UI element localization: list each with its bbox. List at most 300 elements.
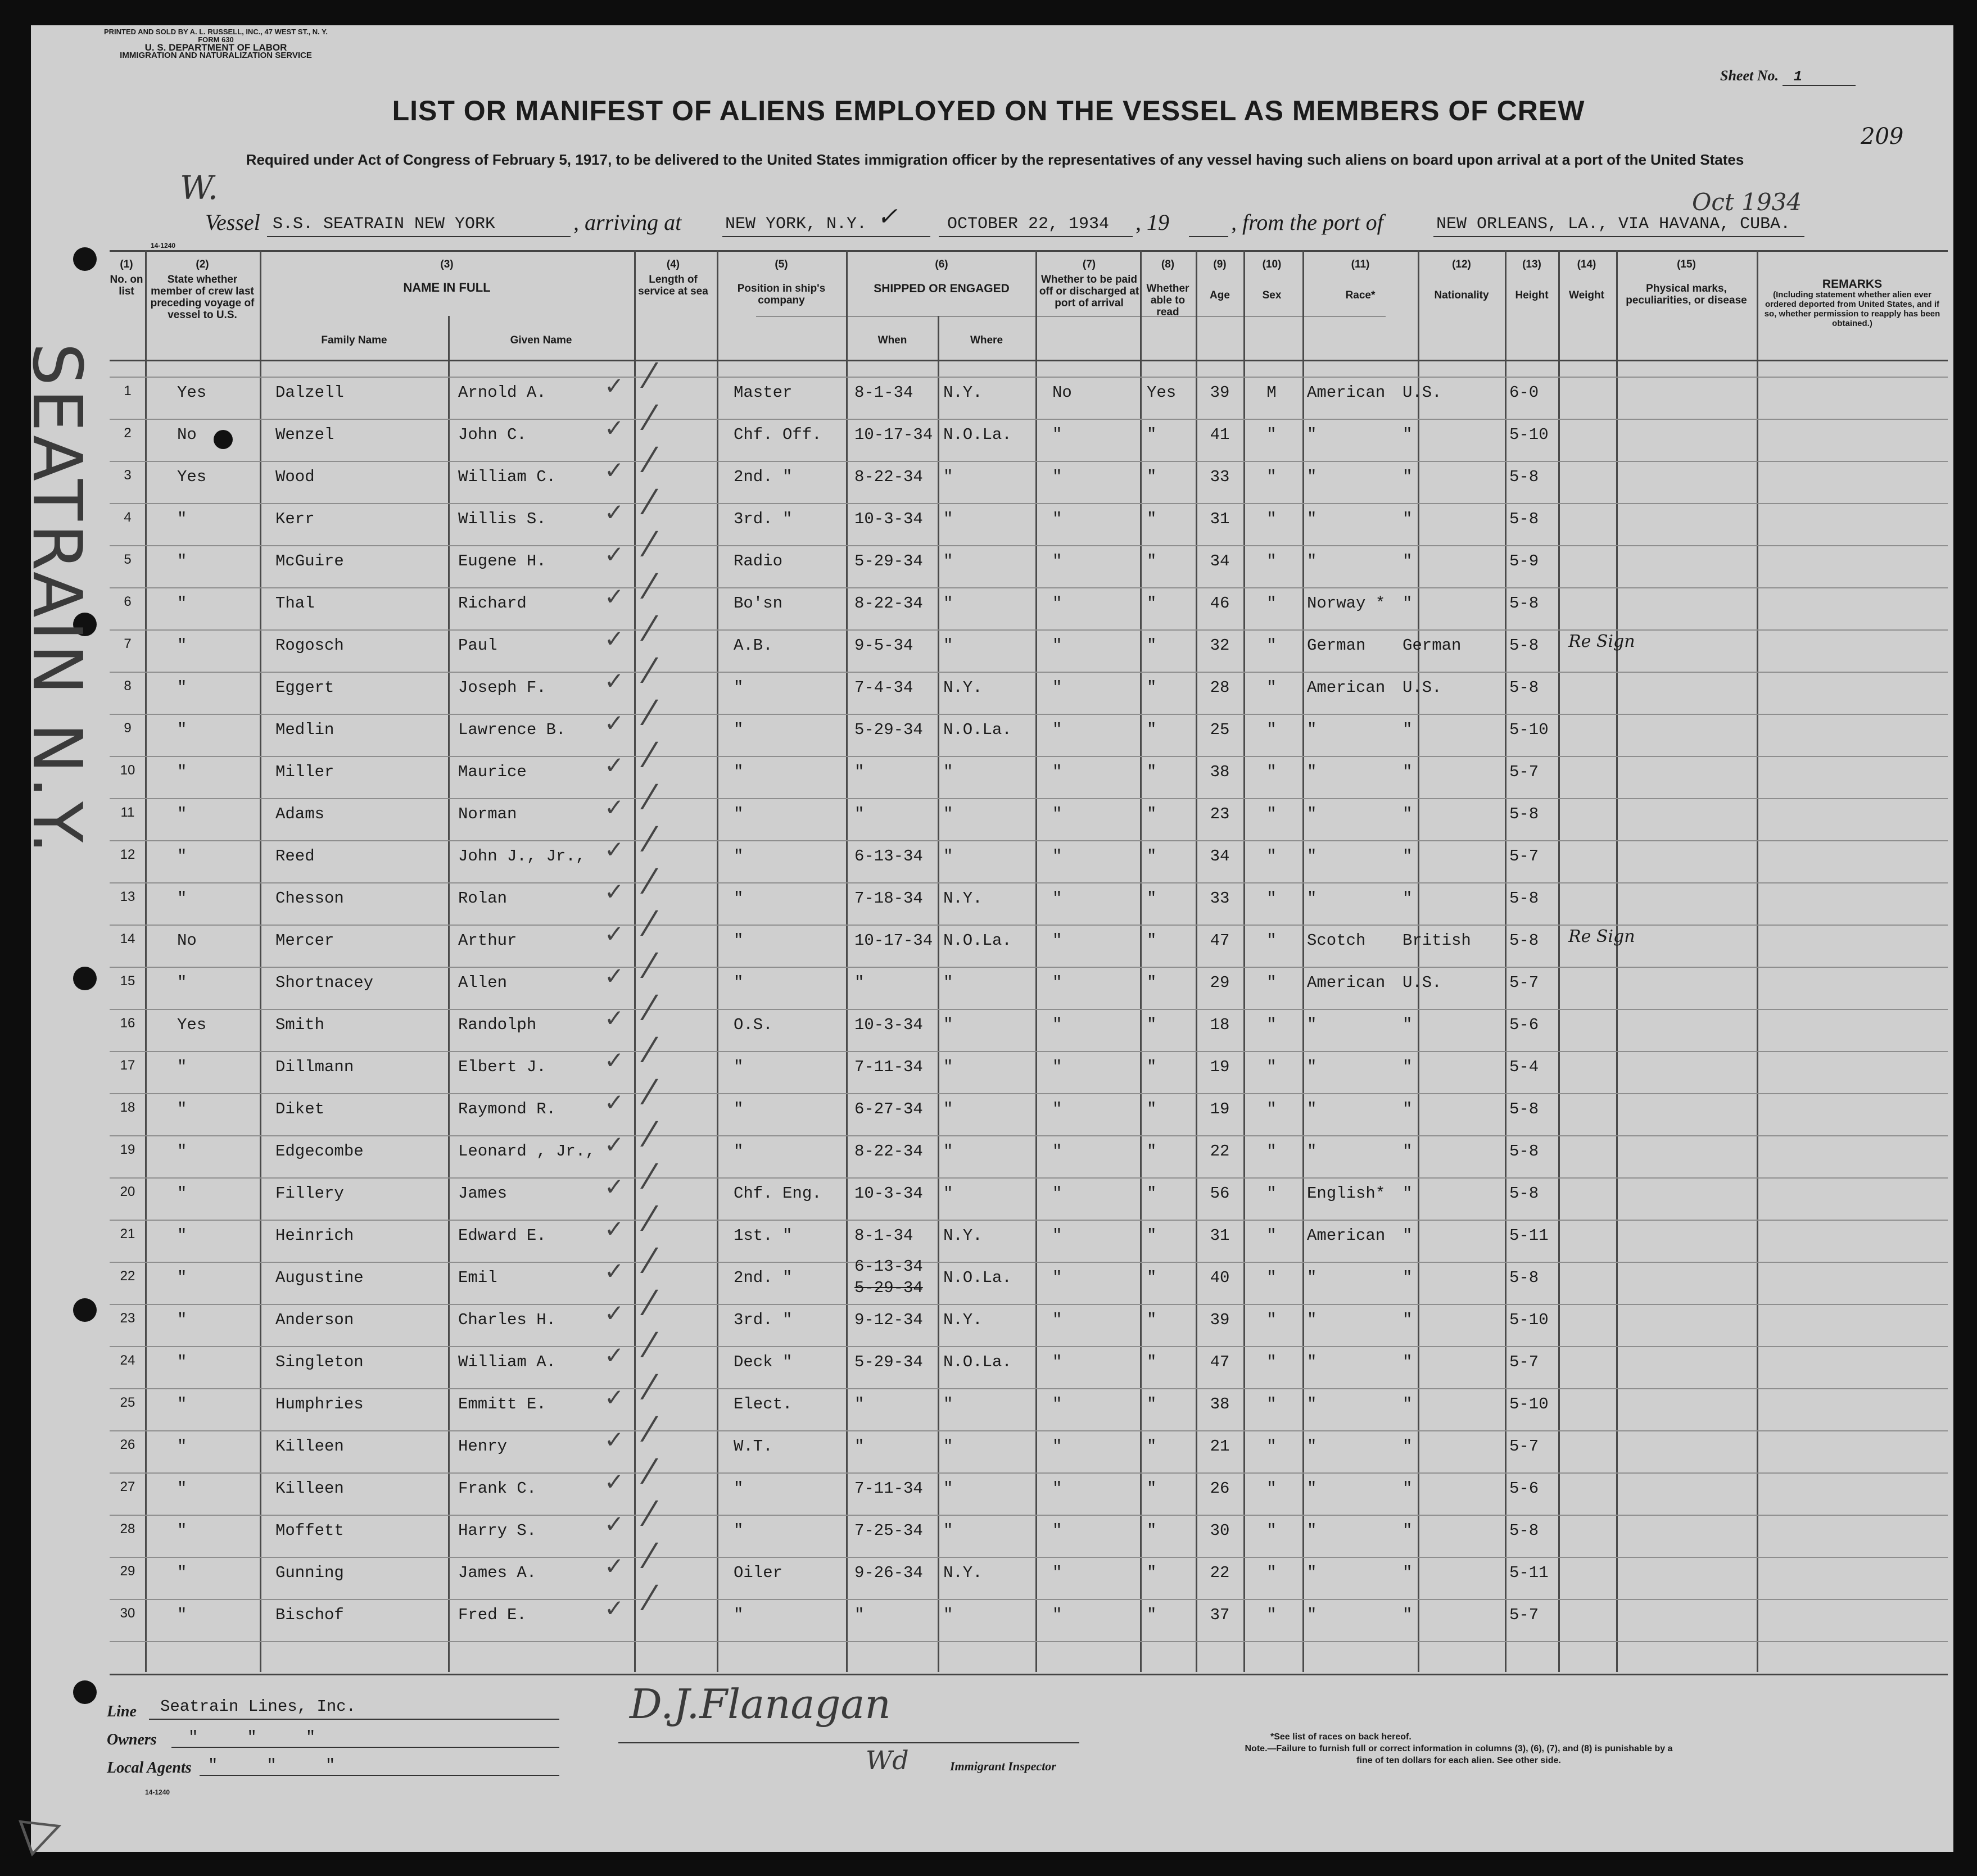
shipped-where: " bbox=[943, 1184, 953, 1203]
nationality: " bbox=[1403, 805, 1413, 823]
from-port: NEW ORLEANS, LA., VIA HAVANA, CUBA. bbox=[1436, 215, 1791, 234]
col-header-physical-marks bbox=[1619, 259, 1754, 306]
col-label: Position in ship's company bbox=[737, 283, 826, 306]
race: Norway * bbox=[1307, 594, 1386, 613]
shipped-where: N.O.La. bbox=[943, 1353, 1012, 1371]
nationality: " bbox=[1403, 1353, 1413, 1371]
paid-off: " bbox=[1052, 1437, 1062, 1456]
race: German bbox=[1307, 636, 1366, 655]
row-number: 6 bbox=[124, 594, 132, 609]
year-underline bbox=[1189, 236, 1228, 237]
age: 39 bbox=[1210, 383, 1230, 402]
nationality: " bbox=[1403, 594, 1413, 613]
sex: " bbox=[1266, 636, 1277, 655]
col-num: (12) bbox=[1452, 259, 1471, 270]
shipped-when: 7-11-34 bbox=[854, 1479, 923, 1498]
shipped-where: " bbox=[943, 1142, 953, 1161]
column-rule bbox=[717, 250, 718, 1672]
row-number: 1 bbox=[124, 383, 132, 398]
able-to-read: " bbox=[1147, 1016, 1157, 1034]
check-mark-icon: ✓ bbox=[604, 456, 625, 484]
service-stroke-icon: ⁄ bbox=[646, 1284, 653, 1323]
row-number: 2 bbox=[124, 425, 132, 441]
age: 47 bbox=[1210, 931, 1230, 950]
paid-off: " bbox=[1052, 510, 1062, 528]
column-rule bbox=[634, 250, 636, 1672]
shipped-where: " bbox=[943, 510, 953, 528]
race: " bbox=[1307, 468, 1317, 486]
position: O.S. bbox=[734, 1016, 773, 1034]
age: 28 bbox=[1210, 678, 1230, 697]
able-to-read: " bbox=[1147, 1058, 1157, 1076]
able-to-read: " bbox=[1147, 721, 1157, 739]
able-to-read: " bbox=[1147, 931, 1157, 950]
previous-voyage: " bbox=[177, 510, 187, 528]
nationality: British bbox=[1403, 931, 1471, 950]
service-stroke-icon: ⁄ bbox=[646, 1326, 653, 1365]
sex: " bbox=[1266, 425, 1277, 444]
nationality: " bbox=[1403, 1100, 1413, 1118]
sex: " bbox=[1266, 1395, 1277, 1413]
col-num: (5) bbox=[775, 259, 788, 270]
given-name: Rolan bbox=[458, 889, 508, 908]
check-mark-icon: ✓ bbox=[604, 962, 625, 990]
col-num: (3) bbox=[440, 259, 454, 270]
paid-off: " bbox=[1052, 1184, 1062, 1203]
able-to-read: " bbox=[1147, 1606, 1157, 1624]
check-mark-icon: ✓ bbox=[604, 1342, 625, 1369]
height: 5-7 bbox=[1509, 973, 1539, 992]
row-number: 29 bbox=[120, 1564, 135, 1579]
position: A.B. bbox=[734, 636, 773, 655]
height: 5-8 bbox=[1509, 805, 1539, 823]
service-stroke-icon: ⁄ bbox=[646, 567, 653, 606]
previous-voyage: " bbox=[177, 847, 187, 866]
able-to-read: " bbox=[1147, 1479, 1157, 1498]
previous-voyage: " bbox=[177, 763, 187, 781]
shipped-when: 10-17-34 bbox=[854, 425, 933, 444]
service-stroke-icon: ⁄ bbox=[646, 778, 653, 817]
family-name: Eggert bbox=[275, 678, 334, 697]
previous-voyage: " bbox=[177, 1311, 187, 1329]
age: 38 bbox=[1210, 763, 1230, 781]
shipped-where: N.Y. bbox=[943, 678, 983, 697]
family-name: Dillmann bbox=[275, 1058, 354, 1076]
shipped-where: N.Y. bbox=[943, 383, 983, 402]
able-to-read: " bbox=[1147, 678, 1157, 697]
arriving-label: , arriving at bbox=[573, 210, 682, 235]
check-mark-icon: ✓ bbox=[604, 625, 625, 652]
column-rule bbox=[145, 250, 147, 1672]
row-rule bbox=[110, 503, 1948, 504]
row-rule bbox=[110, 756, 1948, 757]
col-label: Whether able to read bbox=[1146, 283, 1189, 318]
given-name: William C. bbox=[458, 468, 557, 486]
shipped-when: 7-11-34 bbox=[854, 1058, 923, 1076]
race: " bbox=[1307, 1606, 1317, 1624]
age: 22 bbox=[1210, 1142, 1230, 1161]
remark-handwritten: Re Sign bbox=[1568, 927, 1635, 946]
given-name: Emmitt E. bbox=[458, 1395, 546, 1413]
col-label: Length of service at sea bbox=[638, 274, 708, 297]
check-mark-icon: ✓ bbox=[604, 1384, 625, 1411]
family-name: Kerr bbox=[275, 510, 315, 528]
nationality: " bbox=[1403, 1395, 1413, 1413]
sex: " bbox=[1266, 1606, 1277, 1624]
shipped-where: " bbox=[943, 805, 953, 823]
agents-underline bbox=[200, 1775, 559, 1776]
able-to-read: " bbox=[1147, 1564, 1157, 1582]
shipped-when: " bbox=[854, 1437, 865, 1456]
shipped-where: N.Y. bbox=[943, 1226, 983, 1245]
race: American bbox=[1307, 973, 1386, 992]
able-to-read: " bbox=[1147, 1100, 1157, 1118]
shipped-where: " bbox=[943, 1100, 953, 1118]
able-to-read: " bbox=[1147, 889, 1157, 908]
row-rule bbox=[110, 672, 1948, 673]
given-name: Charles H. bbox=[458, 1311, 557, 1329]
page-number: 209 bbox=[1861, 124, 1904, 149]
owners-underline bbox=[171, 1747, 559, 1748]
arriving-underline bbox=[722, 236, 930, 237]
shipped-when: 6-27-34 bbox=[854, 1100, 923, 1118]
able-to-read: " bbox=[1147, 594, 1157, 613]
check-mark-icon: ✓ bbox=[604, 1594, 625, 1622]
line-value: Seatrain Lines, Inc. bbox=[160, 1697, 356, 1716]
col-label: Sex bbox=[1262, 289, 1282, 301]
shipped-where: " bbox=[943, 1395, 953, 1413]
check-mark-icon: ✓ bbox=[604, 1131, 625, 1158]
agents-value: " " " bbox=[208, 1756, 336, 1775]
binder-hole bbox=[73, 967, 97, 990]
able-to-read: " bbox=[1147, 1268, 1157, 1287]
race: " bbox=[1307, 847, 1317, 866]
inspector-signature: D.J.Flanagan bbox=[630, 1680, 891, 1728]
paid-off: " bbox=[1052, 1353, 1062, 1371]
previous-voyage: " bbox=[177, 721, 187, 739]
age: 31 bbox=[1210, 1226, 1230, 1245]
race: American bbox=[1307, 383, 1386, 402]
row-rule bbox=[110, 461, 1948, 462]
family-name: Rogosch bbox=[275, 636, 344, 655]
family-name: Dalzell bbox=[275, 383, 344, 402]
height: 5-11 bbox=[1509, 1564, 1549, 1582]
shipped-where: " bbox=[943, 468, 953, 486]
nationality: " bbox=[1403, 425, 1413, 444]
check-mark-icon: ✓ bbox=[604, 920, 625, 948]
row-rule bbox=[110, 545, 1948, 546]
able-to-read: " bbox=[1147, 510, 1157, 528]
height: 5-6 bbox=[1509, 1479, 1539, 1498]
col-header-weight bbox=[1560, 259, 1613, 301]
nationality: German bbox=[1403, 636, 1462, 655]
check-mark-icon: ✓ bbox=[604, 878, 625, 905]
table-divider bbox=[110, 360, 1948, 361]
row-rule bbox=[110, 840, 1948, 841]
line-underline bbox=[149, 1719, 559, 1720]
paid-off: " bbox=[1052, 721, 1062, 739]
service-stroke-icon: ⁄ bbox=[646, 1452, 653, 1492]
able-to-read: " bbox=[1147, 1311, 1157, 1329]
check-mark-icon: ✓ bbox=[604, 541, 625, 568]
col-num: (4) bbox=[666, 259, 680, 270]
paid-off: " bbox=[1052, 805, 1062, 823]
signature-underline bbox=[618, 1742, 1079, 1743]
able-to-read: " bbox=[1147, 1353, 1157, 1371]
given-name: Allen bbox=[458, 973, 508, 992]
height: 5-8 bbox=[1509, 1268, 1539, 1287]
able-to-read: " bbox=[1147, 1226, 1157, 1245]
col-num: (8) bbox=[1161, 259, 1175, 270]
paid-off: " bbox=[1052, 931, 1062, 950]
printer-imprint bbox=[104, 28, 328, 60]
subcolumn-rule bbox=[448, 316, 450, 1672]
row-number: 21 bbox=[120, 1226, 135, 1241]
family-name: Augustine bbox=[275, 1268, 364, 1287]
position: 2nd. " bbox=[734, 468, 793, 486]
position: " bbox=[734, 1606, 744, 1624]
col-num: (1) bbox=[120, 259, 133, 270]
position: W.T. bbox=[734, 1437, 773, 1456]
race: " bbox=[1307, 1395, 1317, 1413]
height: 5-7 bbox=[1509, 1606, 1539, 1624]
family-name: Adams bbox=[275, 805, 325, 823]
age: 47 bbox=[1210, 1353, 1230, 1371]
margin-mark: ▷ bbox=[13, 1793, 71, 1863]
paid-off: " bbox=[1052, 468, 1062, 486]
paid-off: " bbox=[1052, 425, 1062, 444]
check-mark-icon: ✓ bbox=[604, 1046, 625, 1074]
family-name: Chesson bbox=[275, 889, 344, 908]
col-header-sex bbox=[1245, 259, 1299, 301]
age: 46 bbox=[1210, 594, 1230, 613]
shipped-when: " bbox=[854, 1395, 865, 1413]
race: " bbox=[1307, 1142, 1317, 1161]
age: 23 bbox=[1210, 805, 1230, 823]
nationality: U.S. bbox=[1403, 383, 1442, 402]
age: 29 bbox=[1210, 973, 1230, 992]
previous-voyage: Yes bbox=[177, 383, 207, 402]
check-mark-icon: ✓ bbox=[604, 1468, 625, 1496]
shipped-when: 8-22-34 bbox=[854, 468, 923, 486]
row-rule bbox=[110, 1388, 1948, 1389]
check-mark-icon: ✓ bbox=[604, 1004, 625, 1032]
position: Deck " bbox=[734, 1353, 793, 1371]
position: " bbox=[734, 1142, 744, 1161]
row-rule bbox=[110, 1515, 1948, 1516]
service-stroke-icon: ⁄ bbox=[646, 946, 653, 986]
sex: " bbox=[1266, 847, 1277, 866]
binder-hole bbox=[73, 247, 97, 271]
sex: " bbox=[1266, 1100, 1277, 1118]
sex: " bbox=[1266, 1353, 1277, 1371]
binder-hole bbox=[73, 1298, 97, 1322]
family-name: Reed bbox=[275, 847, 315, 866]
check-mark-icon: ✓ bbox=[604, 751, 625, 779]
arrival-date: OCTOBER 22, 1934 bbox=[947, 215, 1110, 234]
previous-voyage: " bbox=[177, 889, 187, 908]
check-mark-icon: ✓ bbox=[604, 1257, 625, 1285]
position: Elect. bbox=[734, 1395, 793, 1413]
col-label: No. on list bbox=[110, 274, 143, 297]
service-stroke-icon: ⁄ bbox=[646, 1157, 653, 1197]
sex: M bbox=[1266, 383, 1277, 402]
row-rule bbox=[110, 798, 1948, 799]
line-label: Line bbox=[107, 1703, 137, 1720]
row-rule bbox=[110, 1262, 1948, 1263]
nationality: U.S. bbox=[1403, 678, 1442, 697]
race: " bbox=[1307, 510, 1317, 528]
shipped-when: 8-22-34 bbox=[854, 594, 923, 613]
sex: " bbox=[1266, 973, 1277, 992]
service-stroke-icon: ⁄ bbox=[646, 1537, 653, 1576]
previous-voyage: " bbox=[177, 1268, 187, 1287]
row-rule bbox=[110, 1346, 1948, 1347]
shipped-when: 9-12-34 bbox=[854, 1311, 923, 1329]
row-number: 15 bbox=[120, 973, 135, 989]
given-name: Edward E. bbox=[458, 1226, 546, 1245]
previous-voyage: " bbox=[177, 805, 187, 823]
age: 19 bbox=[1210, 1058, 1230, 1076]
col-header-nationality bbox=[1419, 259, 1504, 301]
sheet-value: 1 bbox=[1783, 68, 1856, 86]
age: 33 bbox=[1210, 468, 1230, 486]
height: 5-10 bbox=[1509, 721, 1549, 739]
position: Bo'sn bbox=[734, 594, 783, 613]
position: " bbox=[734, 1058, 744, 1076]
height: 5-8 bbox=[1509, 889, 1539, 908]
form-code: 14-1240 bbox=[151, 242, 176, 250]
nationality: " bbox=[1403, 1564, 1413, 1582]
check-mark-icon: ✓ bbox=[604, 1299, 625, 1327]
family-name: Thal bbox=[275, 594, 315, 613]
col-num: (14) bbox=[1577, 259, 1596, 270]
handwritten-date: Oct 1934 bbox=[1692, 188, 1802, 216]
service-stroke-icon: ⁄ bbox=[646, 1031, 653, 1070]
shipped-where: " bbox=[943, 1521, 953, 1540]
col-header-paid-off bbox=[1037, 259, 1141, 309]
height: 5-6 bbox=[1509, 1016, 1539, 1034]
shipped-where: " bbox=[943, 1016, 953, 1034]
service-stroke-icon: ⁄ bbox=[646, 1579, 653, 1618]
able-to-read: " bbox=[1147, 1437, 1157, 1456]
age: 34 bbox=[1210, 552, 1230, 570]
row-rule bbox=[110, 1051, 1948, 1052]
col-header-family-name: Family Name bbox=[321, 334, 387, 346]
paid-off: " bbox=[1052, 1268, 1062, 1287]
service: IMMIGRATION AND NATURALIZATION SERVICE bbox=[120, 51, 312, 60]
given-name: Harry S. bbox=[458, 1521, 537, 1540]
previous-voyage: " bbox=[177, 1606, 187, 1624]
age: 19 bbox=[1210, 1100, 1230, 1118]
service-stroke-icon: ⁄ bbox=[646, 356, 653, 396]
position: " bbox=[734, 721, 744, 739]
row-rule bbox=[110, 1304, 1948, 1305]
paid-off: No bbox=[1052, 383, 1072, 402]
check-mark-icon: ✓ bbox=[604, 667, 625, 695]
paid-off: " bbox=[1052, 678, 1062, 697]
nationality: " bbox=[1403, 468, 1413, 486]
inspector-label: Immigrant Inspector bbox=[950, 1759, 1056, 1773]
paid-off: " bbox=[1052, 1142, 1062, 1161]
col-label: Nationality bbox=[1434, 289, 1489, 301]
sex: " bbox=[1266, 889, 1277, 908]
service-stroke-icon: ⁄ bbox=[646, 1494, 653, 1534]
previous-voyage: " bbox=[177, 678, 187, 697]
sex: " bbox=[1266, 1016, 1277, 1034]
age: 30 bbox=[1210, 1521, 1230, 1540]
row-number: 22 bbox=[120, 1268, 135, 1284]
able-to-read: " bbox=[1147, 1521, 1157, 1540]
shipped-where: N.Y. bbox=[943, 889, 983, 908]
height: 5-8 bbox=[1509, 594, 1539, 613]
position: " bbox=[734, 973, 744, 992]
given-name: James bbox=[458, 1184, 508, 1203]
able-to-read: " bbox=[1147, 1184, 1157, 1203]
row-rule bbox=[110, 1557, 1948, 1558]
age: 25 bbox=[1210, 721, 1230, 739]
height: 5-8 bbox=[1509, 1142, 1539, 1161]
sheet-number bbox=[1720, 67, 1856, 86]
col-header-when: When bbox=[877, 334, 907, 346]
previous-voyage: " bbox=[177, 1479, 187, 1498]
shipped-when: 8-22-34 bbox=[854, 1142, 923, 1161]
service-stroke-icon: ⁄ bbox=[646, 862, 653, 901]
row-number: 10 bbox=[120, 763, 135, 778]
paid-off: " bbox=[1052, 1226, 1062, 1245]
table-frame bbox=[110, 250, 1948, 1675]
position: " bbox=[734, 931, 744, 950]
shipped-when: 7-25-34 bbox=[854, 1521, 923, 1540]
family-name: Heinrich bbox=[275, 1226, 354, 1245]
paid-off: " bbox=[1052, 1479, 1062, 1498]
age: 56 bbox=[1210, 1184, 1230, 1203]
row-rule bbox=[110, 1009, 1948, 1010]
paid-off: " bbox=[1052, 1058, 1062, 1076]
able-to-read: " bbox=[1147, 847, 1157, 866]
shipped-when: 10-3-34 bbox=[854, 510, 923, 528]
position: Chf. Eng. bbox=[734, 1184, 822, 1203]
race: " bbox=[1307, 1268, 1317, 1287]
nationality: " bbox=[1403, 889, 1413, 908]
row-rule bbox=[110, 1177, 1948, 1179]
family-name: Smith bbox=[275, 1016, 325, 1034]
check-mark-icon: ✓ bbox=[604, 1552, 625, 1580]
able-to-read: " bbox=[1147, 636, 1157, 655]
height: 5-7 bbox=[1509, 1353, 1539, 1371]
nationality: " bbox=[1403, 1311, 1413, 1329]
able-to-read: " bbox=[1147, 805, 1157, 823]
position: 3rd. " bbox=[734, 1311, 793, 1329]
family-name: Mercer bbox=[275, 931, 334, 950]
height: 5-7 bbox=[1509, 1437, 1539, 1456]
shipped-where: N.O.La. bbox=[943, 1268, 1012, 1287]
age: 38 bbox=[1210, 1395, 1230, 1413]
paid-off: " bbox=[1052, 1521, 1062, 1540]
shipped-when: 9-5-34 bbox=[854, 636, 913, 655]
from-underline bbox=[1433, 236, 1804, 237]
shipped-when: 8-1-34 bbox=[854, 383, 913, 402]
height: 5-8 bbox=[1509, 510, 1539, 528]
row-number: 26 bbox=[120, 1437, 135, 1452]
row-number: 5 bbox=[124, 552, 132, 567]
shipped-where: N.Y. bbox=[943, 1564, 983, 1582]
previous-voyage: " bbox=[177, 1142, 187, 1161]
row-number: 25 bbox=[120, 1395, 135, 1410]
row-rule bbox=[110, 1599, 1948, 1600]
height: 6-0 bbox=[1509, 383, 1539, 402]
age: 26 bbox=[1210, 1479, 1230, 1498]
